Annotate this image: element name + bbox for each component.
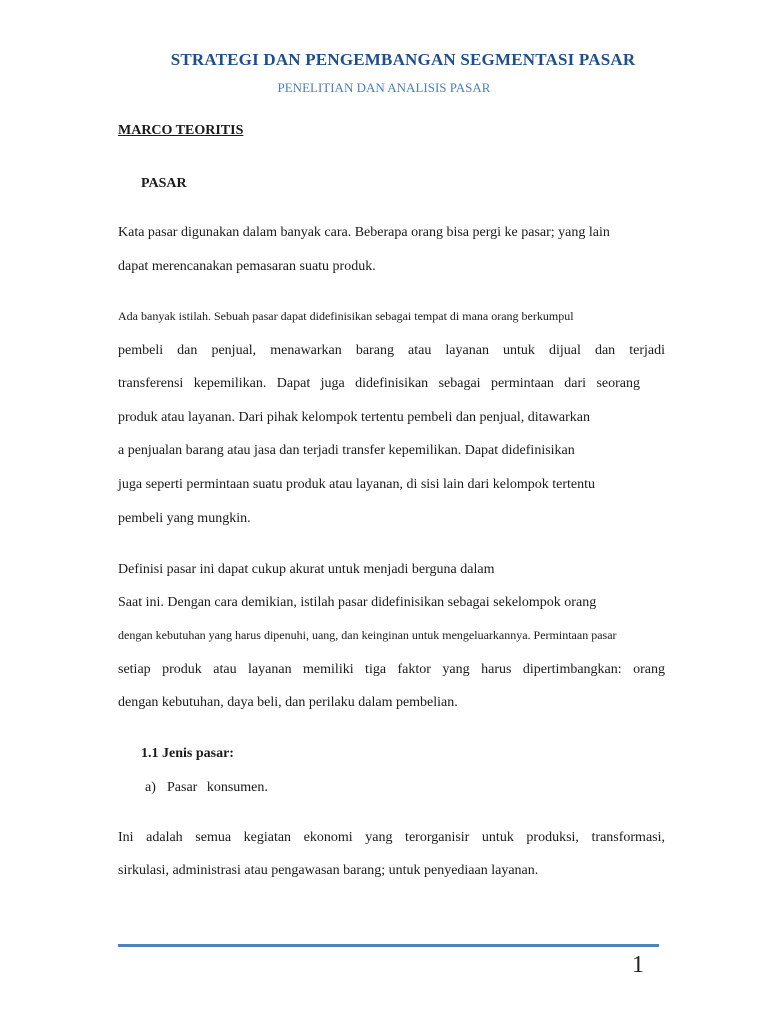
- paragraph-line: juga seperti permintaan suatu produk atau layanan, di sisi lain dari kelompok tertentu: [118, 477, 596, 492]
- paragraph-line: dengan kebutuhan, daya beli, dan perilaku dalam pembelian.: [118, 695, 458, 710]
- paragraph-line: Ada banyak istilah. Sebuah pasar dapat didefinisikan sebagai tempat di mana orang berkumpul: [118, 309, 574, 323]
- paragraph-line: produk atau layanan. Dari pihak kelompok tertentu pembeli dan penjual, ditawarkan: [118, 410, 590, 425]
- types-heading: 1.1 Jenis pasar:: [141, 746, 234, 761]
- paragraph-line: transferensi kepemilikan. Dapat juga didefinisikan sebagai permintaan dari seorang: [118, 376, 640, 391]
- paragraph-line: dengan kebutuhan yang harus dipenuhi, uang, dan keinginan untuk mengeluarkannya. Permintaan pasar: [118, 628, 617, 642]
- paragraph-line: a penjualan barang atau jasa dan terjadi transfer kepemilikan. Dapat didefinisikan: [118, 443, 575, 458]
- paragraph-line: pembeli dan penjual, menawarkan barang atau layanan untuk dijual dan terjadi: [118, 343, 665, 358]
- footer-rule: [118, 944, 659, 947]
- subsection-heading: PASAR: [141, 176, 187, 191]
- paragraph-line: setiap produk atau layanan memiliki tiga faktor yang harus dipertimbangkan: orang: [118, 662, 665, 677]
- paragraph-line: sirkulasi, administrasi atau pengawasan barang; untuk penyediaan layanan.: [118, 863, 539, 878]
- paragraph-line: Definisi pasar ini dapat cukup akurat untuk menjadi berguna dalam: [118, 562, 495, 577]
- paragraph-line: Ini adalah semua kegiatan ekonomi yang terorganisir untuk produksi, transformasi,: [118, 830, 665, 845]
- section-heading: MARCO TEORITIS: [118, 123, 244, 138]
- list-marker: a): [145, 780, 156, 795]
- paragraph-line: Kata pasar digunakan dalam banyak cara. Beberapa orang bisa pergi ke pasar; yang lain: [118, 225, 610, 240]
- paragraph-line: dapat merencanakan pemasaran suatu produk.: [118, 259, 376, 274]
- document-title: STRATEGI DAN PENGEMBANGAN SEGMENTASI PASAR: [170, 50, 636, 69]
- document-subtitle: PENELITIAN DAN ANALISIS PASAR: [277, 80, 491, 95]
- paragraph-line: Saat ini. Dengan cara demikian, istilah pasar didefinisikan sebagai sekelompok orang: [118, 595, 597, 610]
- list-item-text: Pasar konsumen.: [167, 780, 268, 795]
- paragraph-line: pembeli yang mungkin.: [118, 511, 251, 526]
- page-number: 1: [632, 952, 644, 978]
- list-item: [145, 780, 268, 796]
